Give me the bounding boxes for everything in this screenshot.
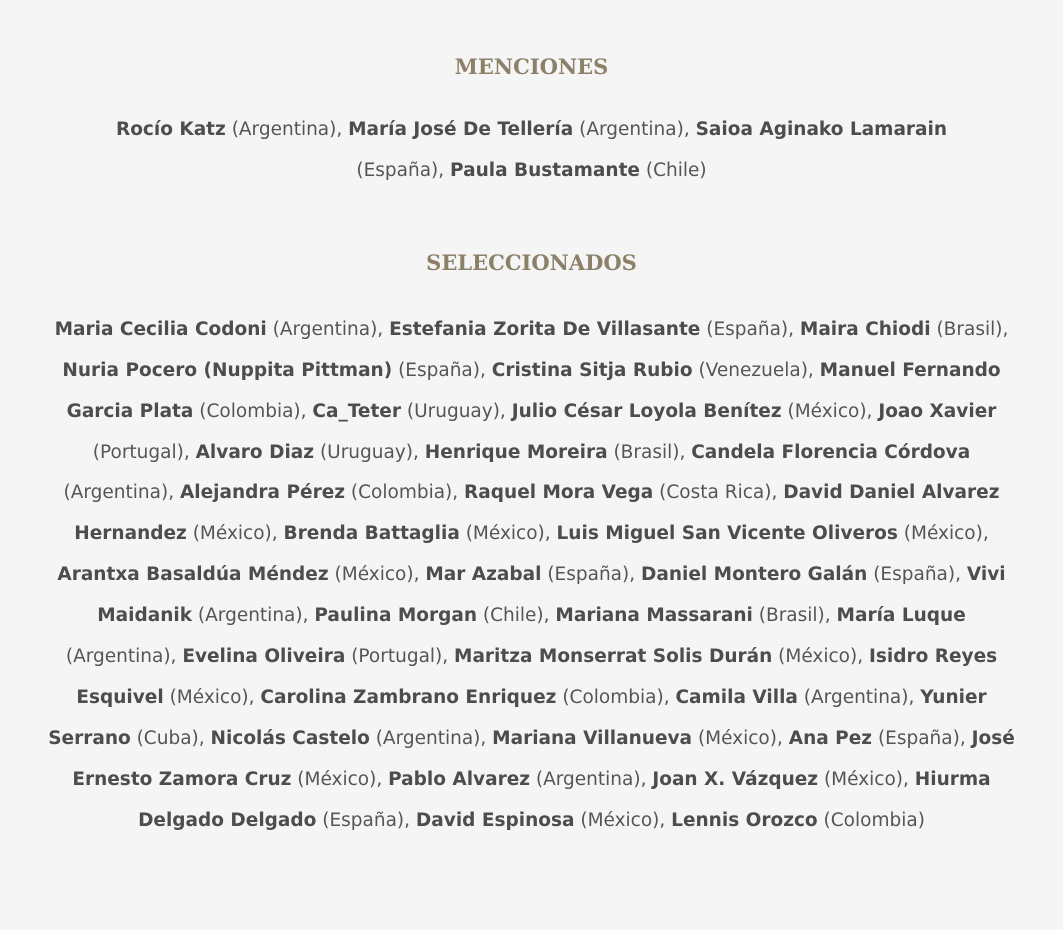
person-entry: Brenda Battaglia (México), <box>283 523 557 545</box>
person-country: (Brasil) <box>758 605 825 627</box>
person-name: Ana Pez <box>788 727 873 749</box>
person-country: (Colombia) <box>562 686 664 708</box>
person-country: (España) <box>877 727 960 749</box>
person-country: (México) <box>465 523 545 545</box>
person-entry: Raquel Mora Vega (Costa Rica), <box>464 482 784 504</box>
person-country: (Uruguay) <box>406 400 500 422</box>
person-entry: José Ernesto Zamora Cruz (México), <box>72 727 1015 790</box>
person-entry: Yunier Serrano (Cuba), <box>48 686 987 749</box>
person-name: Mariana Villanueva <box>492 727 693 749</box>
person-name: Brenda Battaglia <box>283 523 460 545</box>
person-name: Candela Florencia Córdova <box>691 441 971 463</box>
person-name: Maria Cecilia Codoni <box>54 318 267 340</box>
person-name: Vivi Maidanik <box>97 564 1006 627</box>
person-name: Estefania Zorita De Villasante <box>389 318 701 340</box>
person-country: (Argentina) <box>579 119 684 140</box>
person-name: Joan X. Vázquez <box>652 768 819 790</box>
person-name: Rocío Katz <box>115 119 226 140</box>
person-country: (Costa Rica) <box>659 482 772 504</box>
person-country: (Chile) <box>645 159 707 181</box>
person-country: (Argentina) <box>803 686 909 708</box>
person-entry: Hiurma Delgado Delgado (España), <box>138 768 991 831</box>
person-entry: Maritza Monserrat Solis Durán (México), <box>454 646 869 668</box>
person-country: (España) <box>706 318 789 340</box>
person-name: Luis Miguel San Vicente Oliveros <box>556 523 898 545</box>
person-name: María Luque <box>836 605 966 627</box>
person-country: (Portugal) <box>92 441 184 463</box>
person-entry: Vivi Maidanik (Argentina), <box>97 564 1006 627</box>
person-entry: Alejandra Pérez (Colombia), <box>179 482 465 504</box>
person-name: Alvaro Diaz <box>195 441 315 463</box>
person-entry: María José De Tellería (Argentina), <box>348 119 696 140</box>
person-name: Julio César Loyola Benítez <box>511 400 782 422</box>
person-country: (México) <box>192 523 272 545</box>
person-country: (Argentina) <box>272 318 378 340</box>
person-entry: Manuel Fernando Garcia Plata (Colombia), <box>66 359 1001 422</box>
person-country: (Colombia) <box>199 400 301 422</box>
person-name: Mar Azabal <box>425 564 542 586</box>
person-entry: Cristina Sitja Rubio (Venezuela), <box>491 359 820 381</box>
person-country: (Argentina) <box>375 727 481 749</box>
person-country: (España) <box>398 359 480 381</box>
person-entry: Joao Xavier (Portugal), <box>92 400 997 463</box>
person-name: Cristina Sitja Rubio <box>491 359 693 381</box>
person-name: David Espinosa <box>415 809 575 831</box>
person-country: (Chile) <box>482 605 544 627</box>
person-name: Joao Xavier <box>878 400 997 422</box>
person-name: Carolina Zambrano Enriquez <box>260 686 557 708</box>
person-entry: Ca_Teter (Uruguay), <box>312 400 512 422</box>
person-entry: Ana Pez (España), <box>788 727 972 749</box>
person-name: José Ernesto Zamora Cruz <box>72 727 1015 790</box>
menciones-list <box>82 110 982 192</box>
person-name: Isidro Reyes Esquivel <box>76 646 998 708</box>
person-country: (México) <box>787 400 867 422</box>
person-name: Manuel Fernando Garcia Plata <box>66 359 1001 422</box>
person-name: Nuria Pocero (Nuppita Pittman) <box>62 359 393 381</box>
person-entry: David Daniel Alvarez Hernandez (México), <box>74 482 1000 545</box>
menciones-heading: MENCIONES <box>454 54 609 79</box>
person-entry: Maria Cecilia Codoni (Argentina), <box>54 318 390 340</box>
person-country: (España) <box>547 564 630 586</box>
person-name: Maira Chiodi <box>799 318 931 340</box>
person-entry: Arantxa Basaldúa Méndez (México), <box>57 564 426 586</box>
person-name: Paula Bustamante <box>450 159 640 181</box>
person-entry: Pablo Alvarez (Argentina), <box>388 768 653 790</box>
person-name: Ca_Teter <box>312 400 401 422</box>
person-entry: Joan X. Vázquez (México), <box>652 768 915 790</box>
person-entry: Julio César Loyola Benítez (México), <box>511 400 879 422</box>
person-country: (Argentina) <box>535 768 641 790</box>
person-entry: Daniel Montero Galán (España), <box>641 564 967 586</box>
person-country: (Argentina) <box>63 482 169 504</box>
person-name: Daniel Montero Galán <box>641 564 868 586</box>
person-entry: Luis Miguel San Vicente Oliveros (México), <box>556 523 989 545</box>
person-name: Evelina Oliveira <box>182 646 346 668</box>
person-name: Saioa Aginako Lamarain <box>695 119 948 140</box>
person-entry <box>450 160 707 181</box>
person-name: Arantxa Basaldúa Méndez <box>57 564 329 586</box>
person-entry <box>671 810 925 831</box>
person-entry: Mariana Massarani (Brasil), <box>555 605 837 627</box>
person-country: (México) <box>169 686 249 708</box>
person-entry: Mariana Villanueva (México), <box>492 727 789 749</box>
person-entry: Alvaro Diaz (Uruguay), <box>195 441 425 463</box>
person-country: (Brasil) <box>936 318 1003 340</box>
person-country: (México) <box>334 564 414 586</box>
person-country: (México) <box>778 646 858 668</box>
person-country: (Venezuela) <box>698 359 808 381</box>
person-country: (México) <box>697 727 777 749</box>
seleccionados-heading: SELECCIONADOS <box>426 249 637 275</box>
person-name: Alejandra Pérez <box>179 482 346 504</box>
person-country: (Uruguay) <box>319 441 413 463</box>
person-entry: Estefania Zorita De Villasante (España), <box>389 318 800 340</box>
person-name: María José De Tellería <box>348 119 574 140</box>
person-entry: Henrique Moreira (Brasil), <box>424 441 692 463</box>
person-entry: Isidro Reyes Esquivel (México), <box>76 646 998 708</box>
person-country: (España) <box>356 159 439 181</box>
person-name: Mariana Massarani <box>555 605 753 627</box>
person-country: (Argentina) <box>65 646 171 668</box>
person-name: Lennis Orozco <box>671 809 818 831</box>
person-name: Camila Villa <box>675 686 798 708</box>
person-country: (España) <box>873 564 956 586</box>
person-country: (Argentina) <box>231 119 337 140</box>
person-entry: Rocío Katz (Argentina), <box>115 119 349 140</box>
person-entry: Carolina Zambrano Enriquez (Colombia), <box>260 686 676 708</box>
person-country: (Colombia) <box>350 482 453 504</box>
person-entry: Mar Azabal (España), <box>425 564 641 586</box>
person-country: (México) <box>823 768 904 790</box>
person-name: Pablo Alvarez <box>388 768 531 790</box>
person-country: (México) <box>580 809 660 831</box>
person-country: (Argentina) <box>197 605 303 627</box>
person-country: (Brasil) <box>613 441 680 463</box>
person-entry: Camila Villa (Argentina), <box>675 686 921 708</box>
person-country: (México) <box>297 768 377 790</box>
person-country: (Cuba) <box>136 727 199 749</box>
person-name: Yunier Serrano <box>48 686 987 749</box>
person-entry: Candela Florencia Córdova (Argentina), <box>63 441 971 504</box>
person-country: (Colombia) <box>823 809 925 831</box>
person-entry: María Luque (Argentina), <box>65 605 966 668</box>
person-country: (México) <box>903 523 983 545</box>
person-entry: Evelina Oliveira (Portugal), <box>182 646 455 668</box>
person-entry: David Espinosa (México), <box>415 809 672 831</box>
seleccionados-list <box>47 310 1017 842</box>
person-name: Maritza Monserrat Solis Durán <box>454 646 773 668</box>
person-name: Paulina Morgan <box>314 605 478 627</box>
person-entry: Nuria Pocero (Nuppita Pittman) (España), <box>62 359 492 381</box>
person-name: Nicolás Castelo <box>210 727 370 749</box>
person-entry: Paulina Morgan (Chile), <box>314 605 556 627</box>
person-country: (España) <box>322 809 405 831</box>
person-name: Henrique Moreira <box>424 441 608 463</box>
person-entry: Nicolás Castelo (Argentina), <box>210 727 493 749</box>
person-name: Raquel Mora Vega <box>464 482 654 504</box>
person-name: David Daniel Alvarez Hernandez <box>74 482 1000 545</box>
person-name: Hiurma Delgado Delgado <box>138 768 991 831</box>
person-entry: Saioa Aginako Lamarain (España), <box>356 119 948 181</box>
person-entry: Maira Chiodi (Brasil), <box>799 318 1009 340</box>
person-country: (Portugal) <box>351 646 443 668</box>
